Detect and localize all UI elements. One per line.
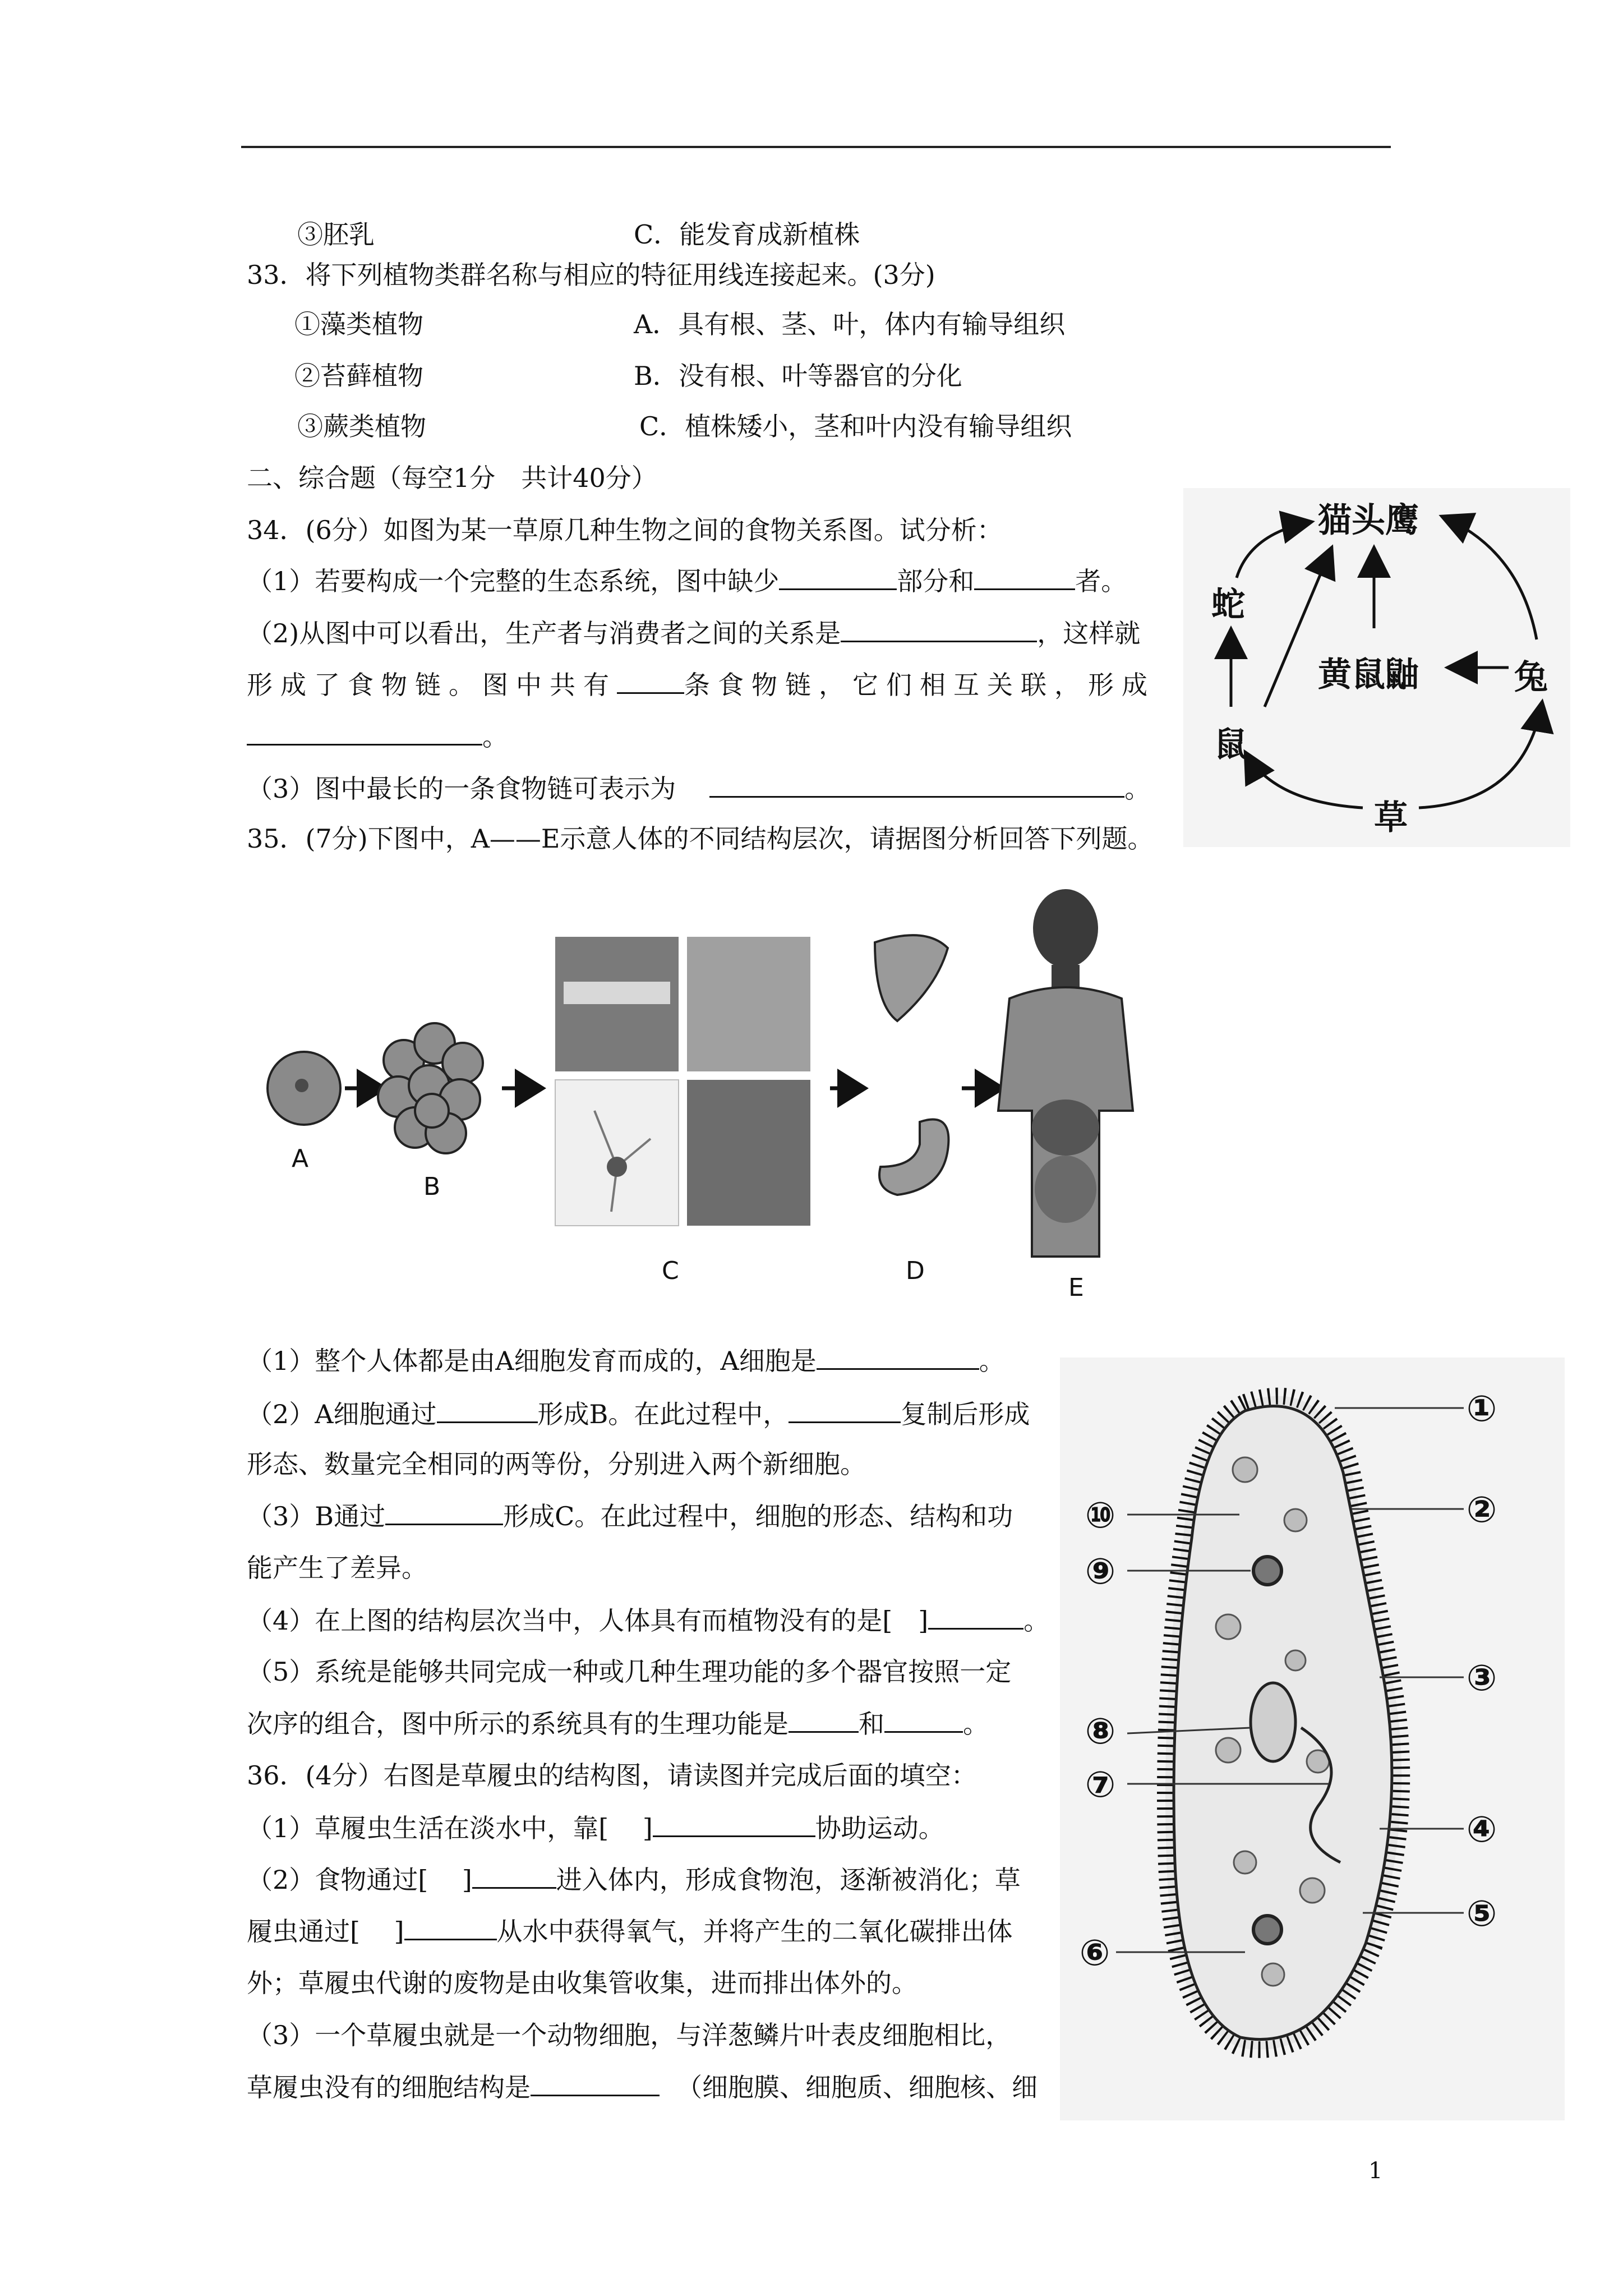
q36-blank-1[interactable] bbox=[653, 1811, 815, 1837]
q36-part3-line2: 草履虫没有的细胞结构是 （细胞膜、细胞质、细胞核、细 bbox=[247, 2070, 1038, 2104]
q35-blank-5[interactable] bbox=[928, 1603, 1023, 1630]
arrow-grass-to-mouse bbox=[1245, 752, 1363, 808]
q34-blank-6[interactable] bbox=[709, 771, 1124, 798]
part-number-2: ② bbox=[1467, 1489, 1497, 1531]
q36-blank-4[interactable] bbox=[531, 2070, 660, 2096]
label-b: B bbox=[423, 1172, 441, 1201]
organism-weasel: 黄鼠鼬 bbox=[1318, 655, 1419, 694]
part-number-10: ⑩ bbox=[1085, 1495, 1116, 1536]
q33-left-2: ②苔藓植物 bbox=[294, 361, 423, 391]
food-web-diagram bbox=[1183, 488, 1570, 847]
part-number-5: ⑤ bbox=[1467, 1893, 1497, 1935]
label-e: E bbox=[1068, 1273, 1084, 1302]
part-number-1: ① bbox=[1467, 1388, 1497, 1430]
q35-part5-line1: （5）系统是能够共同完成一种或几种生理功能的多个器官按照一定 bbox=[247, 1657, 1012, 1687]
q33-left-3: ③蕨类植物 bbox=[297, 411, 426, 441]
page-number: 1 bbox=[1368, 2158, 1383, 2184]
body-structure-drawing bbox=[258, 875, 1166, 1313]
q36-part2-line1: （2）食物通过[ ] 进入体内，形成食物泡，逐渐被消化；草 bbox=[247, 1862, 1021, 1897]
paramecium-diagram bbox=[1060, 1358, 1565, 2120]
q34-blank-3[interactable] bbox=[841, 616, 1037, 642]
q34-part3: （3）图中最长的一条食物链可表示为 。 bbox=[247, 771, 1150, 806]
header-rule bbox=[241, 146, 1391, 148]
organism-rabbit: 兔 bbox=[1514, 658, 1548, 697]
q35-blank-6[interactable] bbox=[789, 1706, 859, 1733]
q34-stem: 34．(6分）如图为某一草原几种生物之间的食物关系图。试分析： bbox=[247, 515, 1003, 545]
q35-stem: 35．(7分)下图中，A——E示意人体的不同结构层次，请据图分析回答下列题。 bbox=[247, 823, 1154, 854]
label-c: C bbox=[662, 1257, 679, 1285]
part-number-7: ⑦ bbox=[1085, 1764, 1116, 1806]
q35-blank-4[interactable] bbox=[385, 1499, 503, 1525]
arrow-grass-to-rabbit bbox=[1419, 701, 1542, 808]
part-number-3: ③ bbox=[1467, 1658, 1497, 1699]
section-heading: 二、综合题（每空1分 共计40分） bbox=[247, 463, 657, 493]
q33-right-1: A．具有根、茎、叶，体内有输导组织 bbox=[634, 309, 1066, 339]
q36-part1: （1）草履虫生活在淡水中，靠[ ] 协助运动。 bbox=[247, 1811, 944, 1845]
q34-part2-line2: 形成了食物链。图中共有 条食物链，它们相互关联，形成 bbox=[247, 668, 1155, 702]
q33-left-1: ①藻类植物 bbox=[294, 309, 423, 339]
q32-option-right: C．能发育成新植株 bbox=[634, 219, 860, 250]
cell-cluster-b-image bbox=[378, 1023, 483, 1153]
organism-grass: 草 bbox=[1374, 798, 1408, 838]
q34-part2-line1: （2)从图中可以看出，生产者与消费者之间的关系是 ，这样就 bbox=[247, 616, 1140, 650]
organism-mouse: 鼠 bbox=[1214, 725, 1248, 765]
q35-part3-line1: （3）B通过 形成C。在此过程中，细胞的形态、结构和功 bbox=[247, 1499, 1013, 1533]
body-structure-figure bbox=[258, 875, 1166, 1313]
part-number-8: ⑧ bbox=[1085, 1711, 1116, 1752]
label-a: A bbox=[292, 1144, 309, 1173]
q35-blank-7[interactable] bbox=[884, 1706, 963, 1733]
arrow-snake-to-owl bbox=[1237, 522, 1312, 578]
q32-option-left: ③胚乳 bbox=[297, 219, 375, 250]
q35-blank-3[interactable] bbox=[789, 1397, 901, 1423]
q33-right-3: C．植株矮小，茎和叶内没有输导组织 bbox=[639, 411, 1072, 441]
q34-blank-2[interactable] bbox=[974, 564, 1075, 590]
cell-a-image bbox=[268, 1052, 340, 1125]
q36-part2-line3: 外；草履虫代谢的废物是由收集管收集，进而排出体外的。 bbox=[247, 1968, 917, 1998]
organism-snake: 蛇 bbox=[1211, 585, 1245, 624]
q34-blank-1[interactable] bbox=[779, 564, 897, 590]
part-number-6: ⑥ bbox=[1080, 1932, 1110, 1974]
paramecium-drawing bbox=[1060, 1358, 1565, 2120]
q34-part1: （1）若要构成一个完整的生态系统，图中缺少 部分和 者。 bbox=[247, 564, 1127, 598]
tissue-c-image bbox=[555, 937, 810, 1226]
q36-blank-2[interactable] bbox=[472, 1862, 556, 1889]
part-number-9: ⑨ bbox=[1085, 1551, 1116, 1593]
q36-stem: 36．(4分）右图是草履虫的结构图，请读图并完成后面的填空： bbox=[247, 1760, 977, 1791]
q34-blank-4[interactable] bbox=[617, 668, 684, 694]
q34-blank-5[interactable] bbox=[247, 719, 482, 746]
q35-part1: （1）整个人体都是由A细胞发育而成的，A细胞是 。 bbox=[247, 1343, 1005, 1378]
label-d: D bbox=[906, 1257, 925, 1285]
q35-blank-2[interactable] bbox=[437, 1397, 538, 1423]
organ-d-image bbox=[875, 935, 948, 1195]
organism-owl: 猫头鹰 bbox=[1318, 501, 1419, 540]
human-body-e-image bbox=[998, 889, 1133, 1257]
q36-part3-line1: （3）一个草履虫就是一个动物细胞，与洋葱鳞片叶表皮细胞相比， bbox=[247, 2020, 1012, 2050]
arrow-rabbit-to-owl bbox=[1441, 516, 1537, 639]
q35-part5-line2: 次序的组合，图中所示的系统具有的生理功能是 和 。 bbox=[247, 1706, 989, 1741]
q35-part4: （4）在上图的结构层次当中，人体具有而植物没有的是[ ] 。 bbox=[247, 1603, 1049, 1637]
q35-blank-1[interactable] bbox=[817, 1343, 979, 1370]
q35-part2-line1: （2）A细胞通过 形成B。在此过程中， 复制后形成 bbox=[247, 1397, 1030, 1431]
part-number-4: ④ bbox=[1467, 1809, 1497, 1851]
q36-part2-line2: 履虫通过[ ] 从水中获得氧气，并将产生的二氧化碳排出体 bbox=[247, 1914, 1013, 1948]
q36-blank-3[interactable] bbox=[404, 1914, 497, 1940]
q35-part3-line2: 能产生了差异。 bbox=[247, 1553, 427, 1583]
q34-part2-line3: 。 bbox=[247, 719, 508, 753]
q33-stem: 33．将下列植物类群名称与相应的特征用线连接起来。(3分) bbox=[247, 260, 935, 290]
q33-right-2: B．没有根、叶等器官的分化 bbox=[634, 361, 962, 391]
q35-part2-line2: 形态、数量完全相同的两等份，分别进入两个新细胞。 bbox=[247, 1449, 866, 1479]
